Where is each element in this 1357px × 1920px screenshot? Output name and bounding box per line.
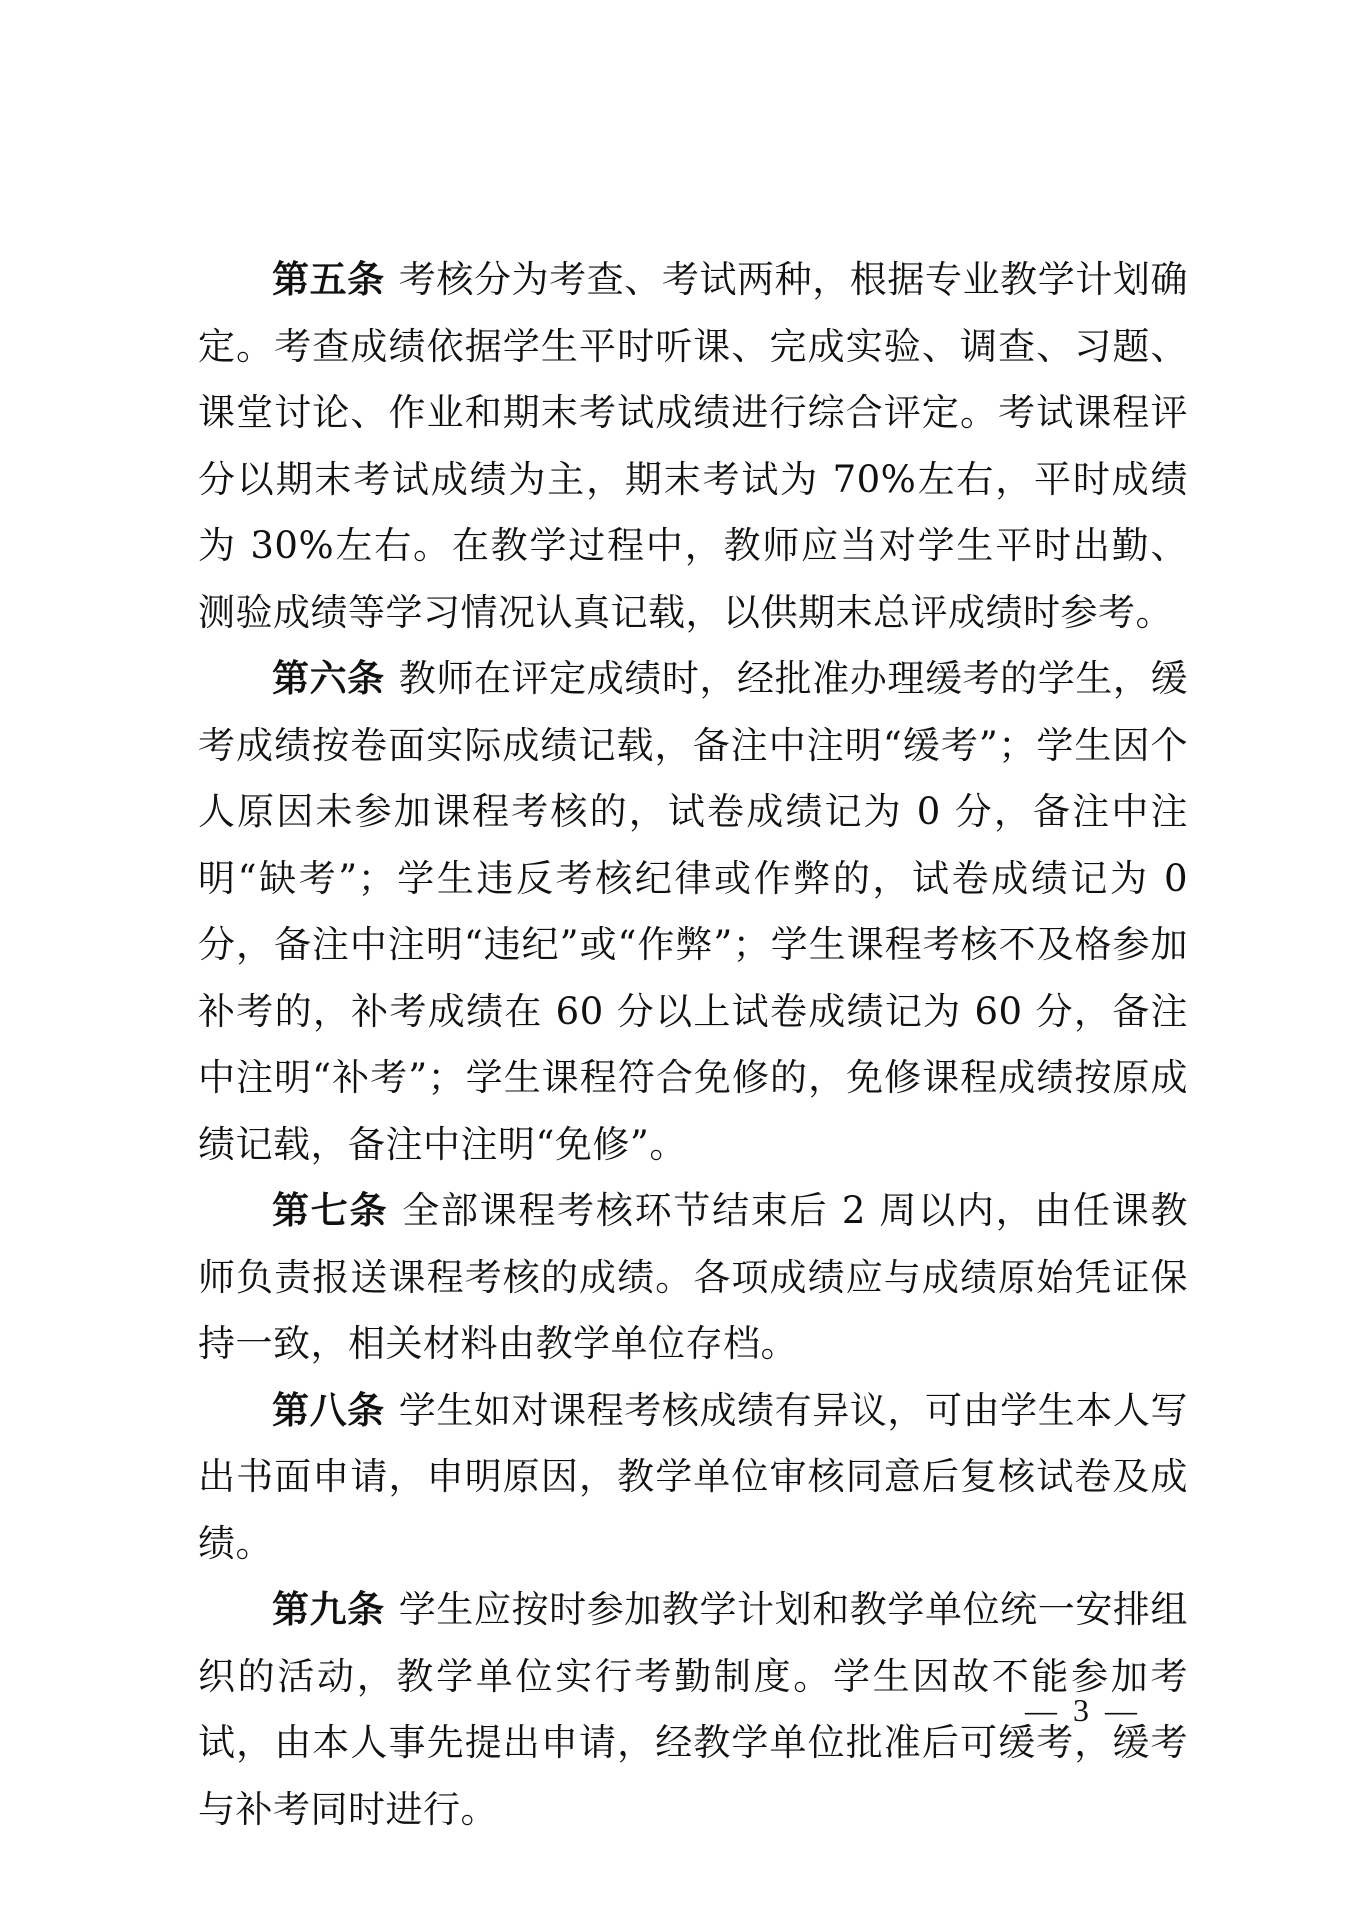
article-8-text: 学生如对课程考核成绩有异议，可由学生本人写出书面申请，申明原因，教学单位审核同意后复核试卷及成绩。	[198, 1388, 1189, 1565]
article-6-label: 第六条	[272, 657, 385, 700]
article-5-text: 考核分为考查、考试两种，根据专业教学计划确定。考查成绩依据学生平时听课、完成实验、调查、习题、课堂讨论、作业和期末考试成绩进行综合评定。考试课程评分以期末考试成绩为主，期末考试为 70%左右，平时成绩为 30%左右。在教学过程中，教师应当对学生平时出勤、测验成绩等学习情况认真记载，以供期末总评成绩时参考。	[198, 258, 1189, 634]
article-9-text: 学生应按时参加教学计划和教学单位统一安排组织的活动，教学单位实行考勤制度。学生因故不能参加考试，由本人事先提出申请，经教学单位批准后可缓考，缓考与补考同时进行。	[198, 1588, 1189, 1831]
page-number: — 3 —	[1025, 1692, 1141, 1728]
article-7-label: 第七条	[272, 1189, 389, 1232]
article-8-label: 第八条	[272, 1388, 385, 1432]
article-9-label: 第九条	[272, 1588, 385, 1631]
article-6-text: 教师在评定成绩时，经批准办理缓考的学生，缓考成绩按卷面实际成绩记载，备注中注明“缓考”；学生因个人原因未参加课程考核的，试卷成绩记为 0 分，备注中注明“缺考”；学生违反考核纪律或作弊的，试卷成绩记为 0 分，备注中注明“违纪”或“作弊”；学生课程考核不及格参加补考的，补考成绩在 60 分以上试卷成绩记为 60 分，备注中注明“补考”；学生课程符合免修的，免修课程成绩按原成绩记载，备注中注明“免修”。	[198, 657, 1189, 1166]
article-8	[198, 1378, 1188, 1578]
article-7-text: 全部课程考核环节结束后 2 周以内，由任课教师负责报送课程考核的成绩。各项成绩应与成绩原始凭证保持一致，相关材料由教学单位存档。	[198, 1189, 1189, 1365]
article-6	[198, 646, 1188, 1178]
article-5	[198, 247, 1188, 646]
document-body	[198, 247, 1188, 1843]
article-7	[198, 1178, 1188, 1378]
article-5-label: 第五条	[272, 258, 385, 301]
